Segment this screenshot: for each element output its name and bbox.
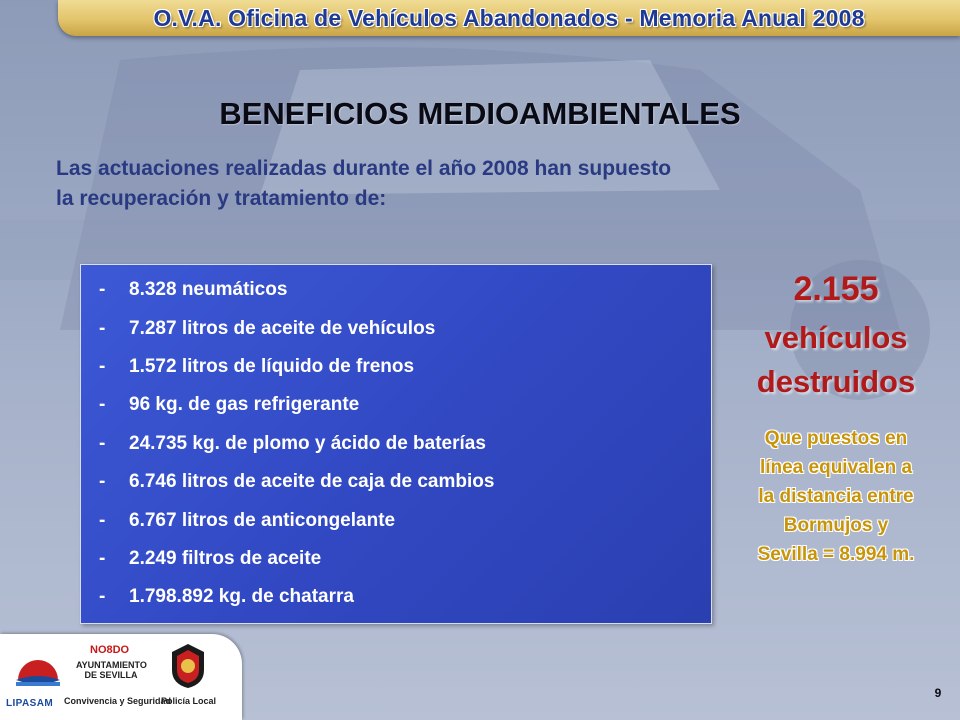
policia-label: Policía Local	[161, 696, 217, 706]
bullet-dash: -	[99, 355, 106, 377]
bullet-dash: -	[99, 317, 106, 339]
equivalence-line-5: Sevilla = 8.994 m.	[757, 544, 915, 565]
convivencia-label: Convivencia y Seguridad	[64, 696, 172, 706]
list-item	[99, 578, 711, 616]
bullet-dash: -	[99, 394, 106, 416]
lipasam-logo-icon	[14, 652, 62, 692]
list-item-text: 6.746 litros de aceite de caja de cambios	[129, 471, 495, 493]
nodo-label: NO8DO	[90, 644, 130, 656]
vehicles-label-2: destruidos	[756, 364, 916, 399]
list-item-text: 6.767 litros de anticongelante	[129, 509, 396, 531]
footer-logos	[0, 634, 242, 720]
list-item	[99, 463, 711, 501]
equivalence-line-1: Que puestos en	[764, 428, 908, 449]
list-item	[99, 348, 711, 386]
distance-equivalence	[716, 424, 956, 569]
ayuntamiento-label: AYUNTAMIENTO DE SEVILLA	[76, 660, 147, 680]
equivalence-line-4: Bormujos y	[783, 515, 889, 536]
list-item-text: 1.798.892 kg. de chatarra	[129, 586, 354, 608]
vehicles-count: 2.155	[793, 270, 879, 308]
materials-list	[81, 265, 711, 617]
vehicles-label-1: vehículos	[764, 320, 908, 355]
intro-text	[56, 154, 916, 214]
page-title: BENEFICIOS MEDIOAMBIENTALES	[219, 96, 741, 131]
list-item-text: 24.735 kg. de plomo y ácido de baterías	[129, 432, 486, 454]
list-item	[99, 540, 711, 578]
page-number: 9	[934, 686, 942, 700]
intro-line-1: Las actuaciones realizadas durante el año 2008 han supuesto	[56, 157, 672, 180]
list-item-text: 8.328 neumáticos	[129, 279, 288, 301]
lipasam-label: LIPASAM	[6, 698, 54, 709]
banner-title: O.V.A. Oficina de Vehículos Abandonados - Memoria Anual 2008	[153, 4, 865, 31]
list-item-text: 7.287 litros de aceite de vehículos	[129, 317, 436, 339]
list-item-text: 96 kg. de gas refrigerante	[129, 394, 360, 416]
list-item-text: 2.249 filtros de aceite	[129, 547, 322, 569]
bullet-dash: -	[99, 279, 106, 301]
equivalence-line-3: la distancia entre	[758, 486, 914, 507]
list-item	[99, 501, 711, 539]
list-item-text: 1.572 litros de líquido de frenos	[129, 355, 415, 377]
list-item	[99, 386, 711, 424]
bullet-dash: -	[99, 547, 106, 569]
bullet-dash: -	[99, 432, 106, 454]
list-item	[99, 271, 711, 309]
bullet-dash: -	[99, 509, 106, 531]
police-badge-icon	[170, 642, 206, 690]
bullet-dash: -	[99, 471, 106, 493]
equivalence-line-2: línea equivalen a	[759, 457, 913, 478]
header-banner	[58, 0, 960, 36]
intro-line-2: la recuperación y tratamiento de:	[56, 187, 387, 210]
bullet-dash: -	[99, 586, 106, 608]
list-item	[99, 425, 711, 463]
list-item	[99, 309, 711, 347]
materials-panel	[80, 264, 712, 624]
